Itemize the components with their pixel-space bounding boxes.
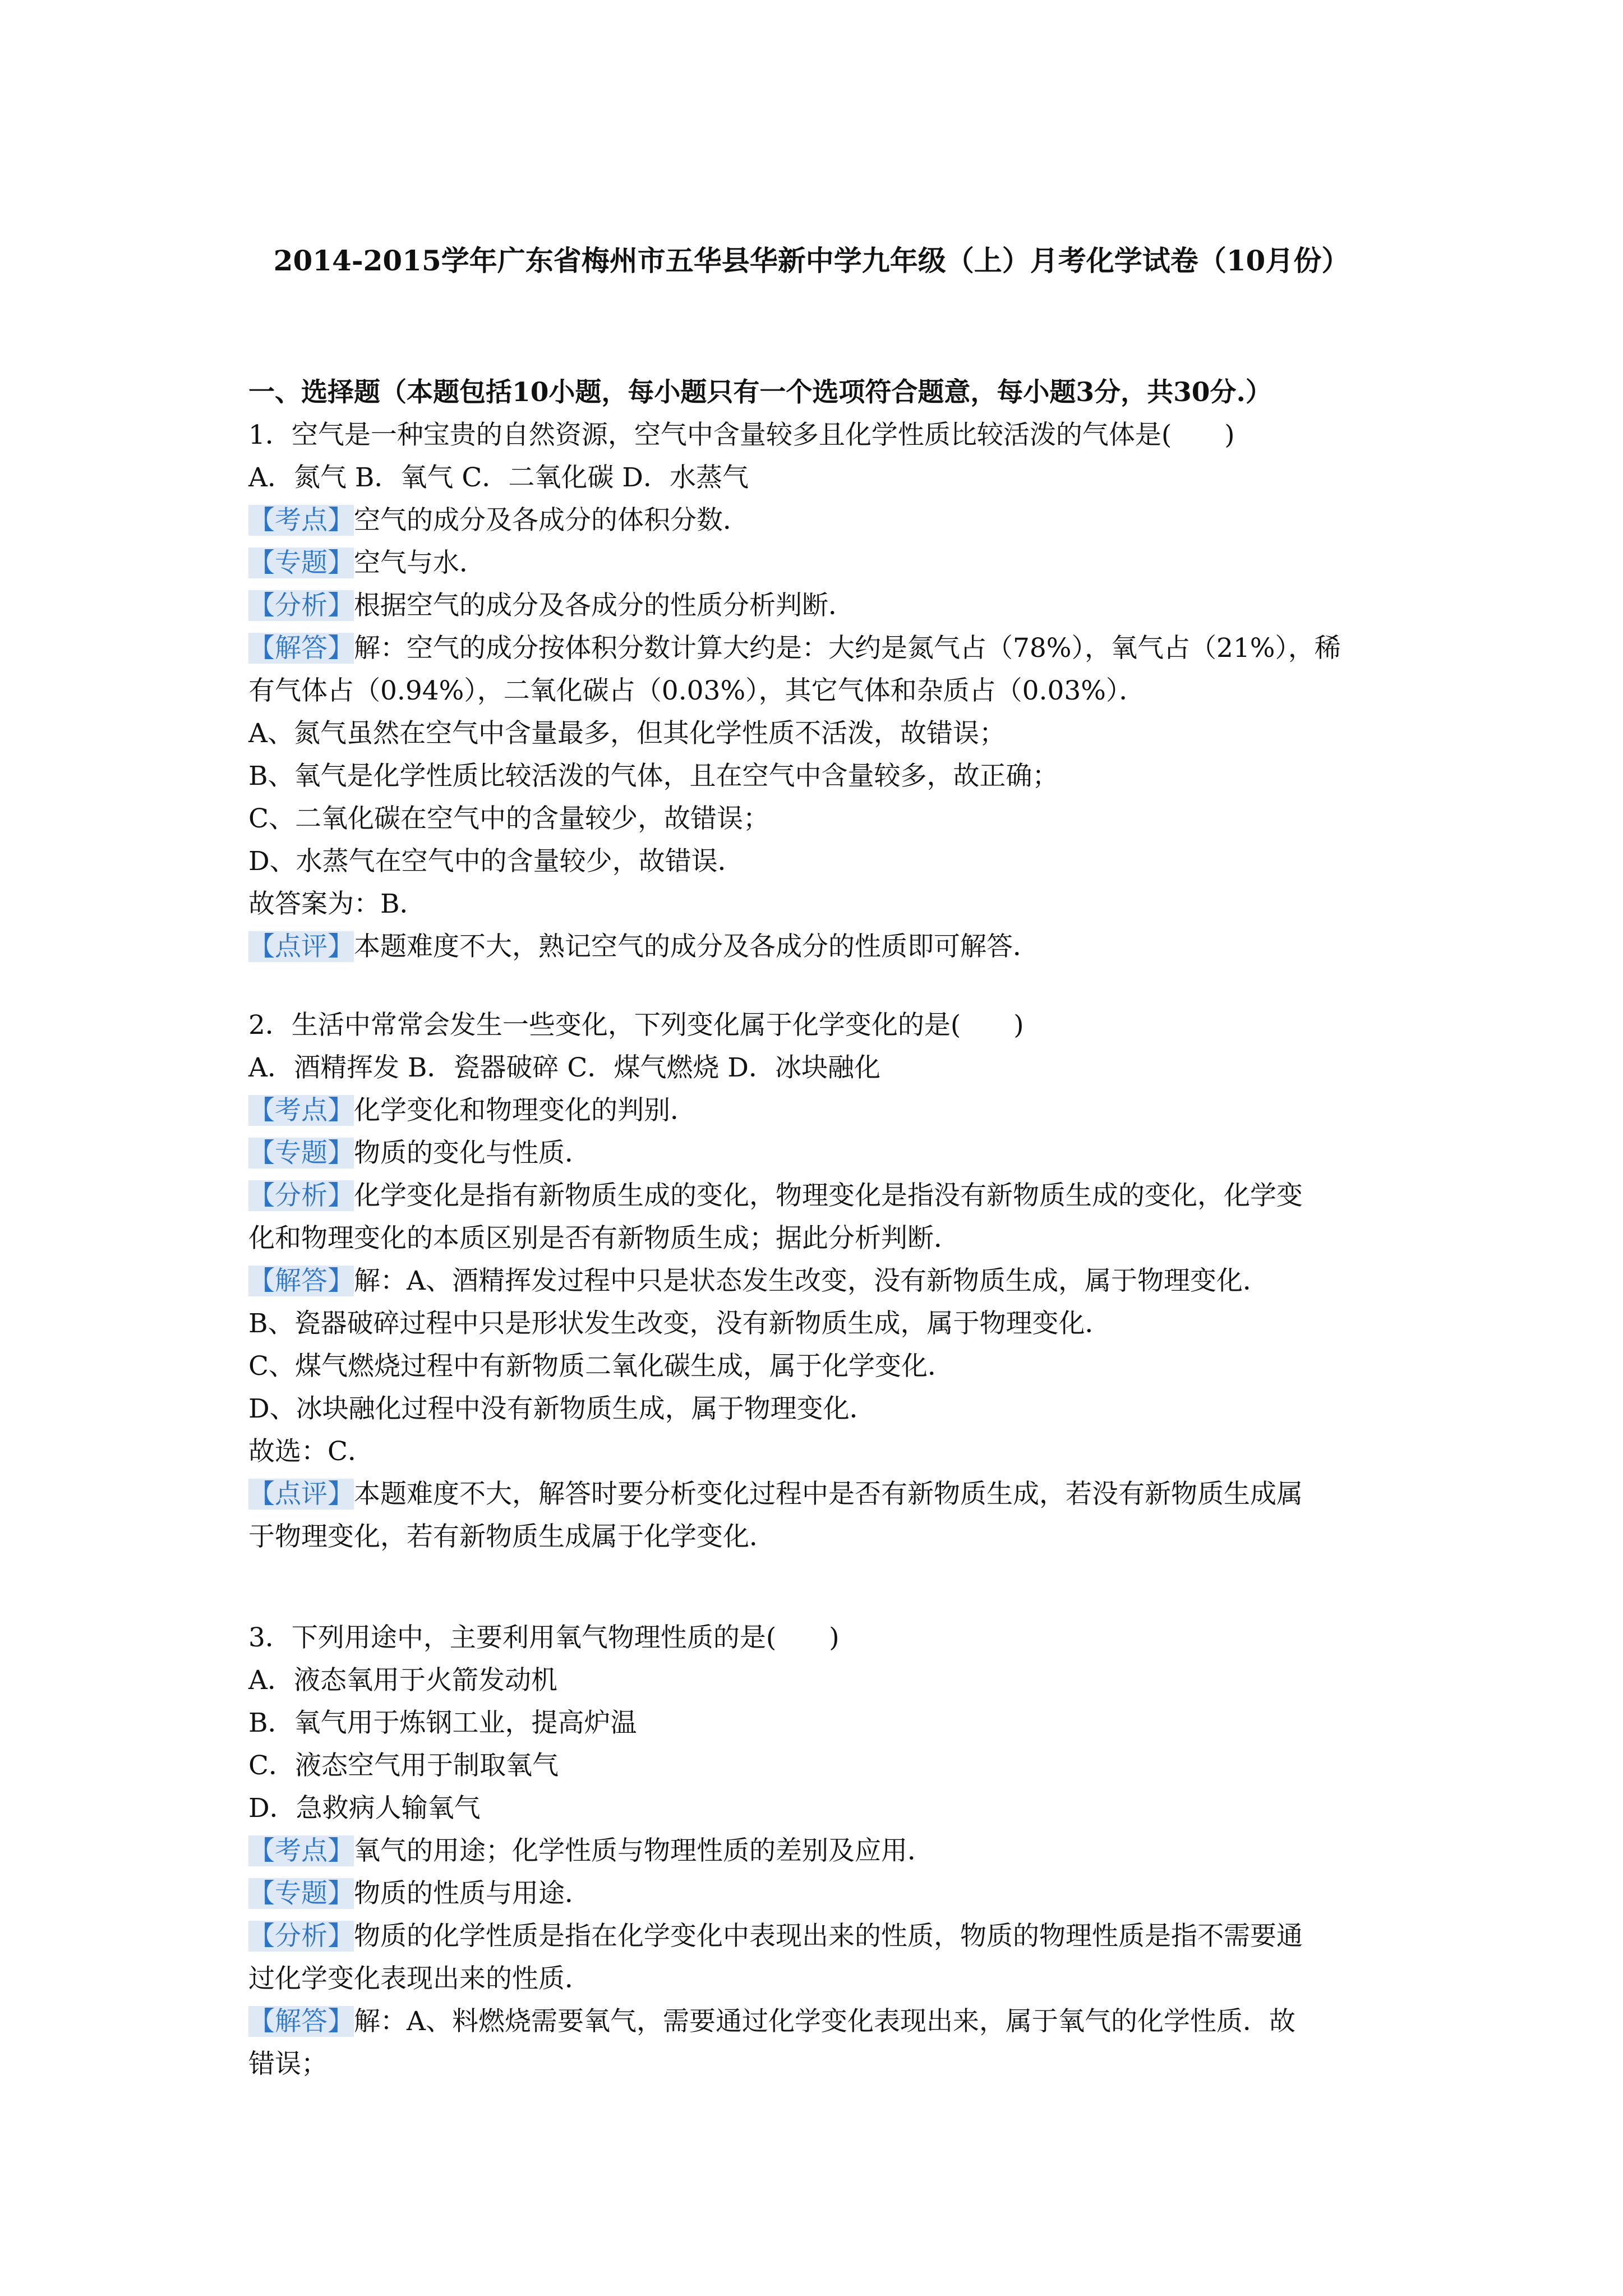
jieda-tag: 【解答】	[248, 2006, 354, 2037]
jieda-text: 解：空气的成分按体积分数计算大约是：大约是氮气占（78%），氧气占（21%），稀	[354, 633, 1341, 664]
fenxi-text: 物质的化学性质是指在化学变化中表现出来的性质，物质的物理性质是指不需要通	[354, 1921, 1303, 1952]
kaodian-line	[248, 1089, 1398, 1132]
question-stem: 3．下列用途中，主要利用氧气物理性质的是( )	[248, 1622, 840, 1653]
kaodian-tag: 【考点】	[248, 1095, 354, 1126]
question-1	[248, 414, 1398, 968]
fenxi-text: 根据空气的成分及各成分的性质分析判断．	[354, 590, 855, 621]
jieda-continuation: D、冰块融化过程中没有新物质生成，属于物理变化．	[248, 1393, 876, 1424]
jieda-continuation: C、二氧化碳在空气中的含量较少，故错误；	[248, 803, 769, 834]
jieda-text: 解：A、料燃烧需要氧气，需要通过化学变化表现出来，属于氧气的化学性质．故	[354, 2006, 1295, 2037]
question-stem: 1．空气是一种宝贵的自然资源，空气中含量较多且化学性质比较活泼的气体是( )	[248, 420, 1235, 450]
zhuanti-text: 物质的变化与性质．	[354, 1138, 591, 1168]
jieda-continuation: A、氮气虽然在空气中含量最多，但其化学性质不活泼，故错误；	[248, 718, 1006, 749]
answer-line: 故选：C．	[248, 1436, 374, 1467]
zhuanti-tag: 【专题】	[248, 1138, 354, 1168]
dianping-continuation: 于物理变化，若有新物质生成属于化学变化．	[248, 1521, 776, 1552]
jieda-line	[248, 627, 1398, 670]
jieda-continuation: D、水蒸气在空气中的含量较少，故错误．	[248, 846, 744, 877]
zhuanti-tag: 【专题】	[248, 547, 354, 578]
zhuanti-line	[248, 542, 1398, 585]
jieda-line	[248, 1260, 1398, 1303]
kaodian-line	[248, 1830, 1398, 1872]
question-option-b: B．氧气用于炼钢工业，提高炉温	[248, 1708, 637, 1738]
jieda-tag: 【解答】	[248, 1266, 354, 1296]
question-options: A．酒精挥发 B．瓷器破碎 C．煤气燃烧 D．冰块融化	[248, 1052, 880, 1083]
fenxi-tag: 【分析】	[248, 1180, 354, 1211]
kaodian-line	[248, 499, 1398, 542]
kaodian-tag: 【考点】	[248, 1835, 354, 1866]
kaodian-tag: 【考点】	[248, 505, 354, 536]
zhuanti-text: 物质的性质与用途．	[354, 1878, 591, 1909]
dianping-tag: 【点评】	[248, 931, 354, 962]
question-3	[248, 1617, 1398, 2086]
dianping-line	[248, 926, 1398, 968]
answer-line: 故答案为：B．	[248, 889, 426, 919]
fenxi-tag: 【分析】	[248, 1921, 354, 1952]
jieda-continuation: C、煤气燃烧过程中有新物质二氧化碳生成，属于化学变化．	[248, 1351, 954, 1382]
exam-title: 2014-2015学年广东省梅州市五华县华新中学九年级（上）月考化学试卷（10月份）	[273, 244, 1350, 277]
fenxi-continuation: 过化学变化表现出来的性质．	[248, 1963, 591, 1994]
jieda-line	[248, 2000, 1398, 2043]
question-option-a: A．液态氧用于火箭发动机	[248, 1665, 557, 1696]
fenxi-line	[248, 585, 1398, 627]
dianping-tag: 【点评】	[248, 1479, 354, 1510]
jieda-continuation: 有气体占（0.94%），二氧化碳占（0.03%），其它气体和杂质占（0.03%）．	[248, 675, 1146, 706]
question-option-d: D．急救病人输氧气	[248, 1793, 481, 1824]
fenxi-text: 化学变化是指有新物质生成的变化，物理变化是指没有新物质生成的变化，化学变	[354, 1180, 1303, 1211]
zhuanti-text: 空气与水．	[354, 547, 486, 578]
dianping-line	[248, 1473, 1398, 1516]
question-2	[248, 1004, 1398, 1558]
jieda-continuation: B、瓷器破碎过程中只是形状发生改变，没有新物质生成，属于物理变化．	[248, 1308, 1112, 1339]
dianping-text: 本题难度不大，解答时要分析变化过程中是否有新物质生成，若没有新物质生成属	[354, 1479, 1303, 1510]
zhuanti-tag: 【专题】	[248, 1878, 354, 1909]
question-options: A．氮气 B．氧气 C．二氧化碳 D．水蒸气	[248, 462, 749, 493]
question-option-c: C．液态空气用于制取氧气	[248, 1750, 559, 1781]
section-heading: 一、选择题（本题包括10小题，每小题只有一个选项符合题意，每小题3分，共30分.）	[248, 377, 1272, 408]
zhuanti-line	[248, 1872, 1398, 1915]
kaodian-text: 化学变化和物理变化的判别．	[354, 1095, 697, 1126]
fenxi-line	[248, 1915, 1398, 1958]
jieda-continuation: B、氧气是化学性质比较活泼的气体，且在空气中含量较多，故正确；	[248, 761, 1059, 792]
jieda-tag: 【解答】	[248, 633, 354, 664]
dianping-text: 本题难度不大，熟记空气的成分及各成分的性质即可解答．	[354, 931, 1039, 962]
fenxi-line	[248, 1175, 1398, 1217]
kaodian-text: 空气的成分及各成分的体积分数．	[354, 505, 749, 536]
jieda-continuation: 错误；	[248, 2049, 328, 2079]
zhuanti-line	[248, 1132, 1398, 1175]
fenxi-continuation: 化和物理变化的本质区别是否有新物质生成；据此分析判断．	[248, 1223, 960, 1254]
fenxi-tag: 【分析】	[248, 590, 354, 621]
jieda-text: 解：A、酒精挥发过程中只是状态发生改变，没有新物质生成，属于物理变化．	[354, 1266, 1269, 1296]
kaodian-text: 氧气的用途；化学性质与物理性质的差别及应用．	[354, 1835, 934, 1866]
question-stem: 2．生活中常常会发生一些变化，下列变化属于化学变化的是( )	[248, 1010, 1024, 1041]
